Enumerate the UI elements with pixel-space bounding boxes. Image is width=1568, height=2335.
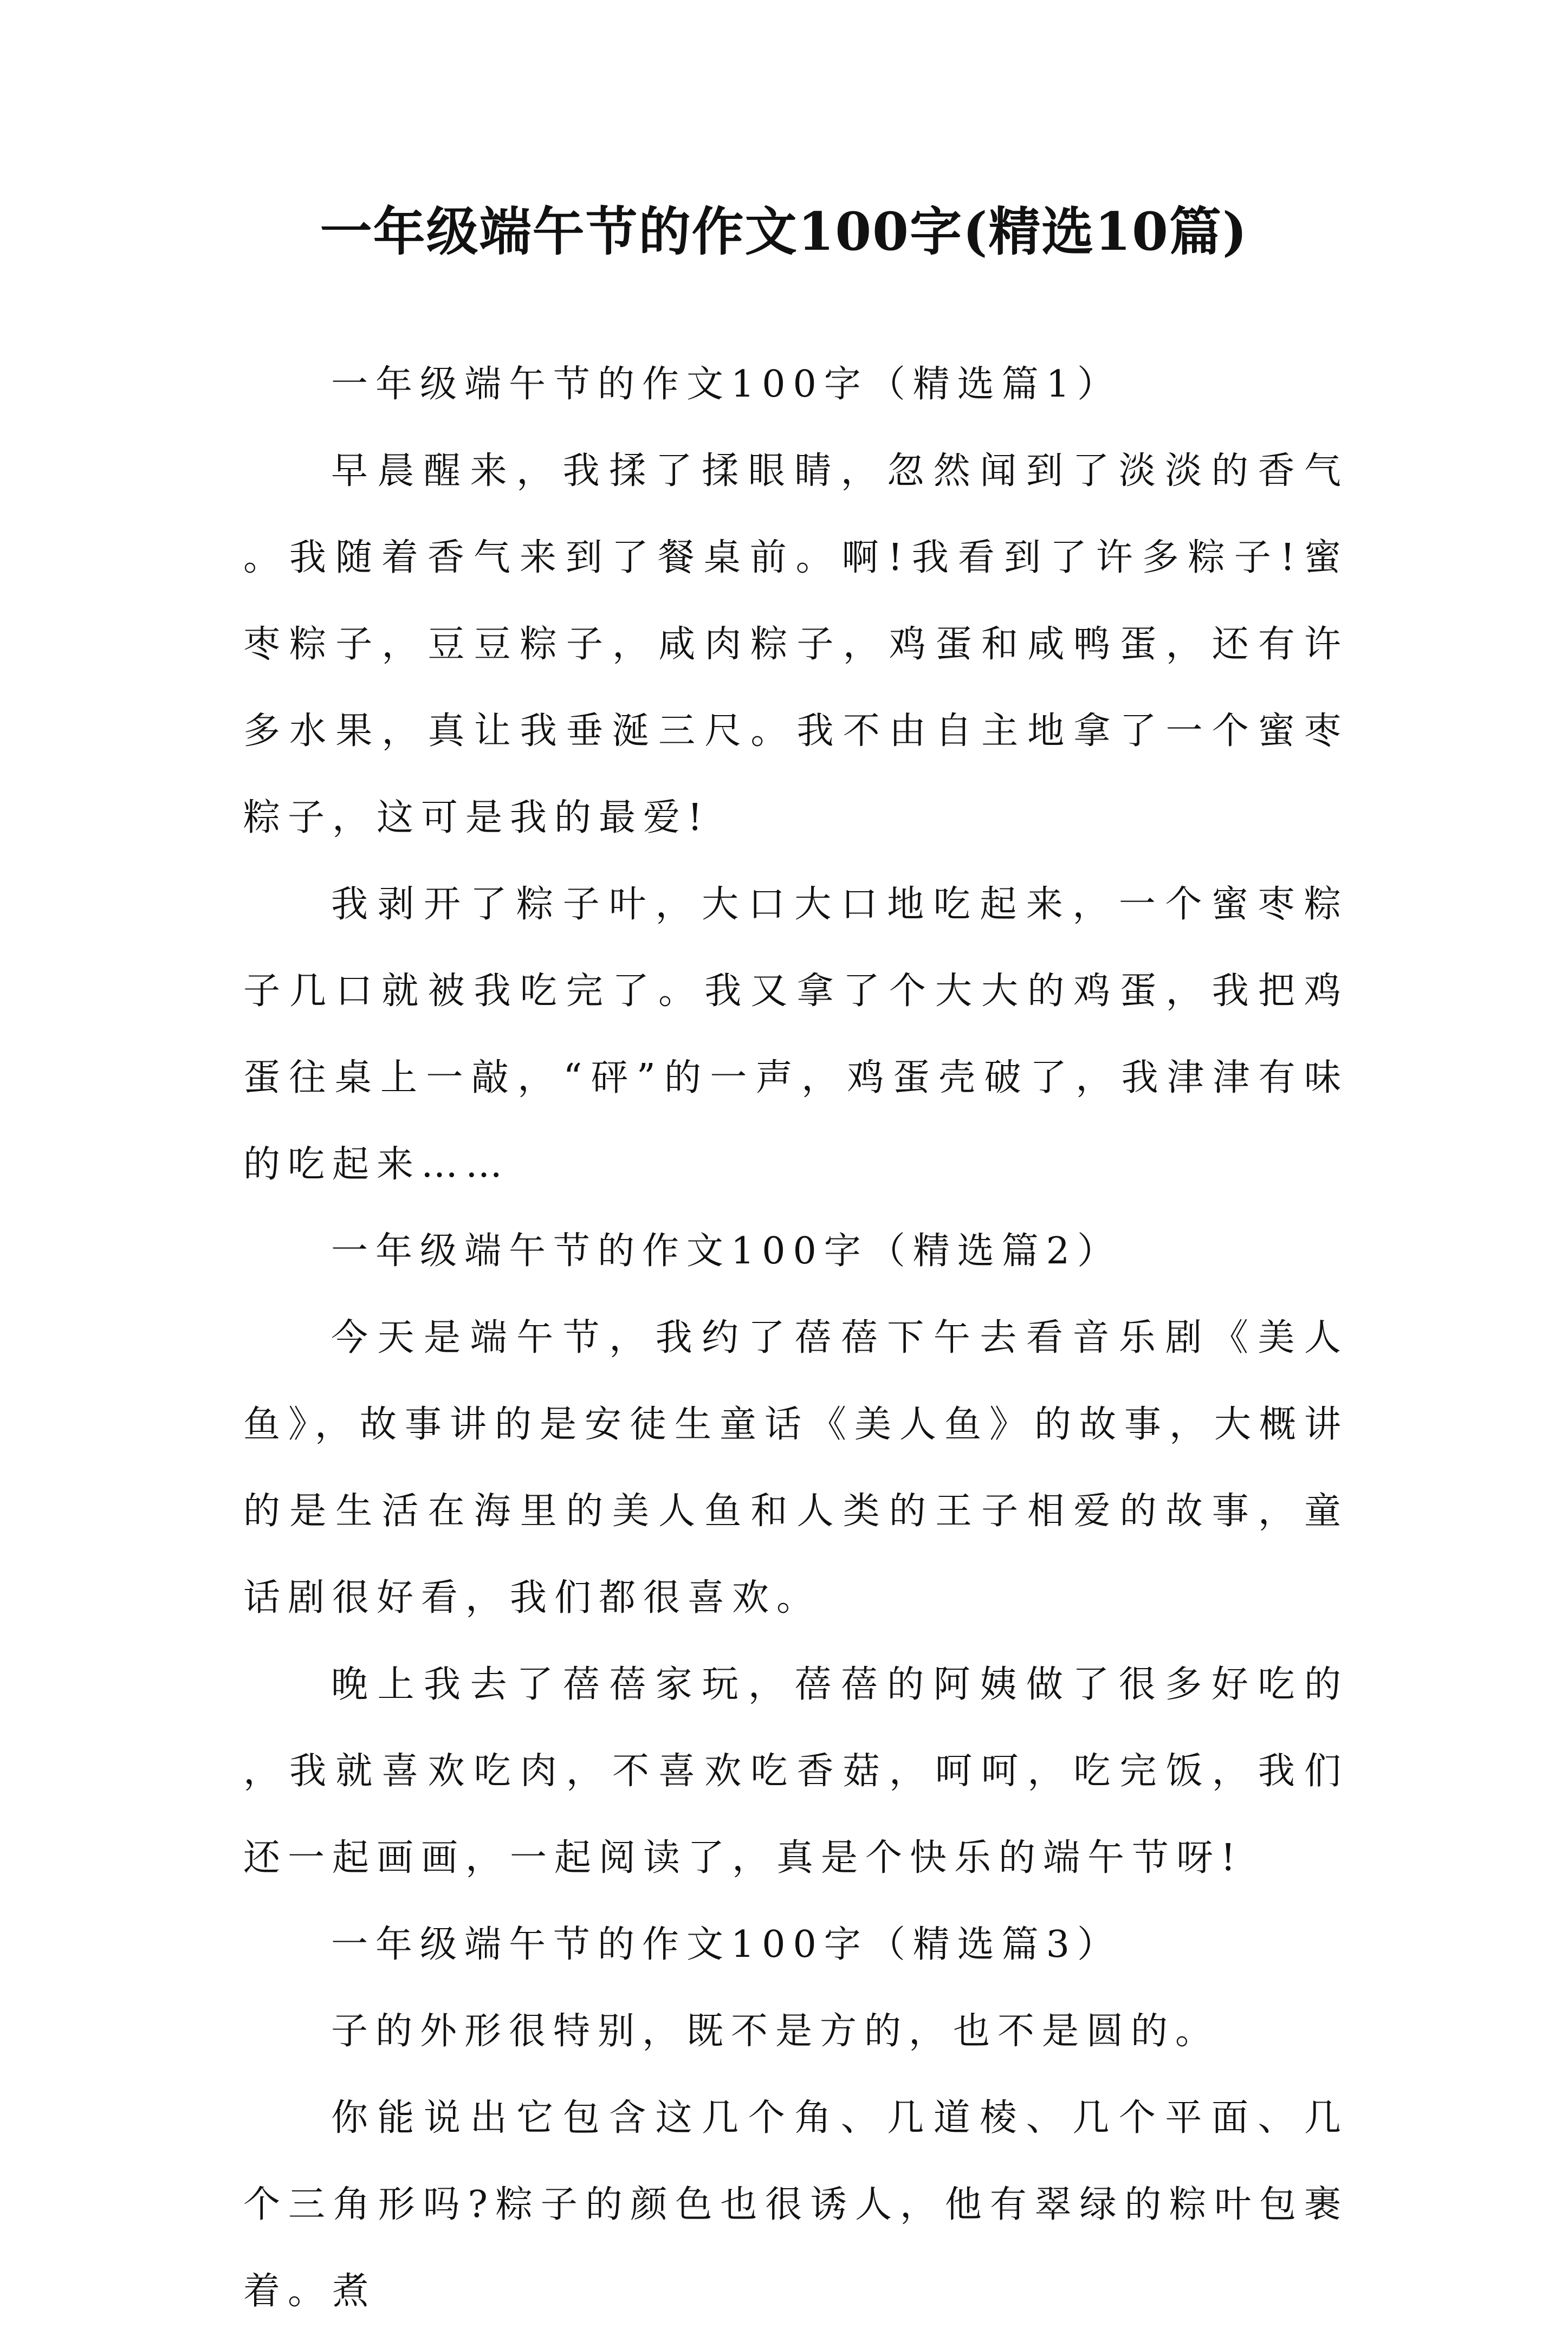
document-body: [243, 341, 1349, 2335]
document-title: 一年级端午节的作文100字(精选10篇): [320, 201, 1248, 262]
paragraph: 今天是端午节，我约了蓓蓓下午去看音乐剧《美人鱼》，故事讲的是安徒生童话《美人鱼》的故事，大概讲的是生活在海里的美人鱼和人类的王子相爱的故事，童话剧很好看，我们都很喜欢。: [243, 1316, 1349, 1619]
section-heading-1: 一年级端午节的作文100字（精选篇1）: [331, 363, 1122, 406]
paragraph: 子的外形很特别，既不是方的，也不是圆的。: [331, 2010, 1220, 2053]
paragraph: 早晨醒来，我揉了揉眼睛，忽然闻到了淡淡的香气。我随着香气来到了餐桌前。啊!我看到了许多粽子!蜜枣粽子，豆豆粽子，咸肉粽子，鸡蛋和咸鸭蛋，还有许多水果，真让我垂涎三尺。我不由自主地拿了一个蜜枣粽子，这可是我的最爱!: [243, 450, 1349, 839]
section-heading-3: 一年级端午节的作文100字（精选篇3）: [331, 1923, 1122, 1966]
paragraph: 我剥开了粽子叶，大口大口地吃起来，一个蜜枣粽子几口就被我吃完了。我又拿了个大大的鸡蛋，我把鸡蛋往桌上一敲，“砰”的一声，鸡蛋壳破了，我津津有味的吃起来……: [243, 883, 1349, 1186]
paragraph: 晚上我去了蓓蓓家玩，蓓蓓的阿姨做了很多好吃的，我就喜欢吃肉，不喜欢吃香菇，呵呵，吃完饭，我们还一起画画，一起阅读了，真是个快乐的端午节呀!: [243, 1663, 1349, 1879]
section-heading-2: 一年级端午节的作文100字（精选篇2）: [331, 1230, 1122, 1273]
paragraph: 你能说出它包含这几个角、几道棱、几个平面、几个三角形吗?粽子的颜色也很诱人，他有翠绿的粽叶包裹着。煮: [243, 2097, 1349, 2313]
